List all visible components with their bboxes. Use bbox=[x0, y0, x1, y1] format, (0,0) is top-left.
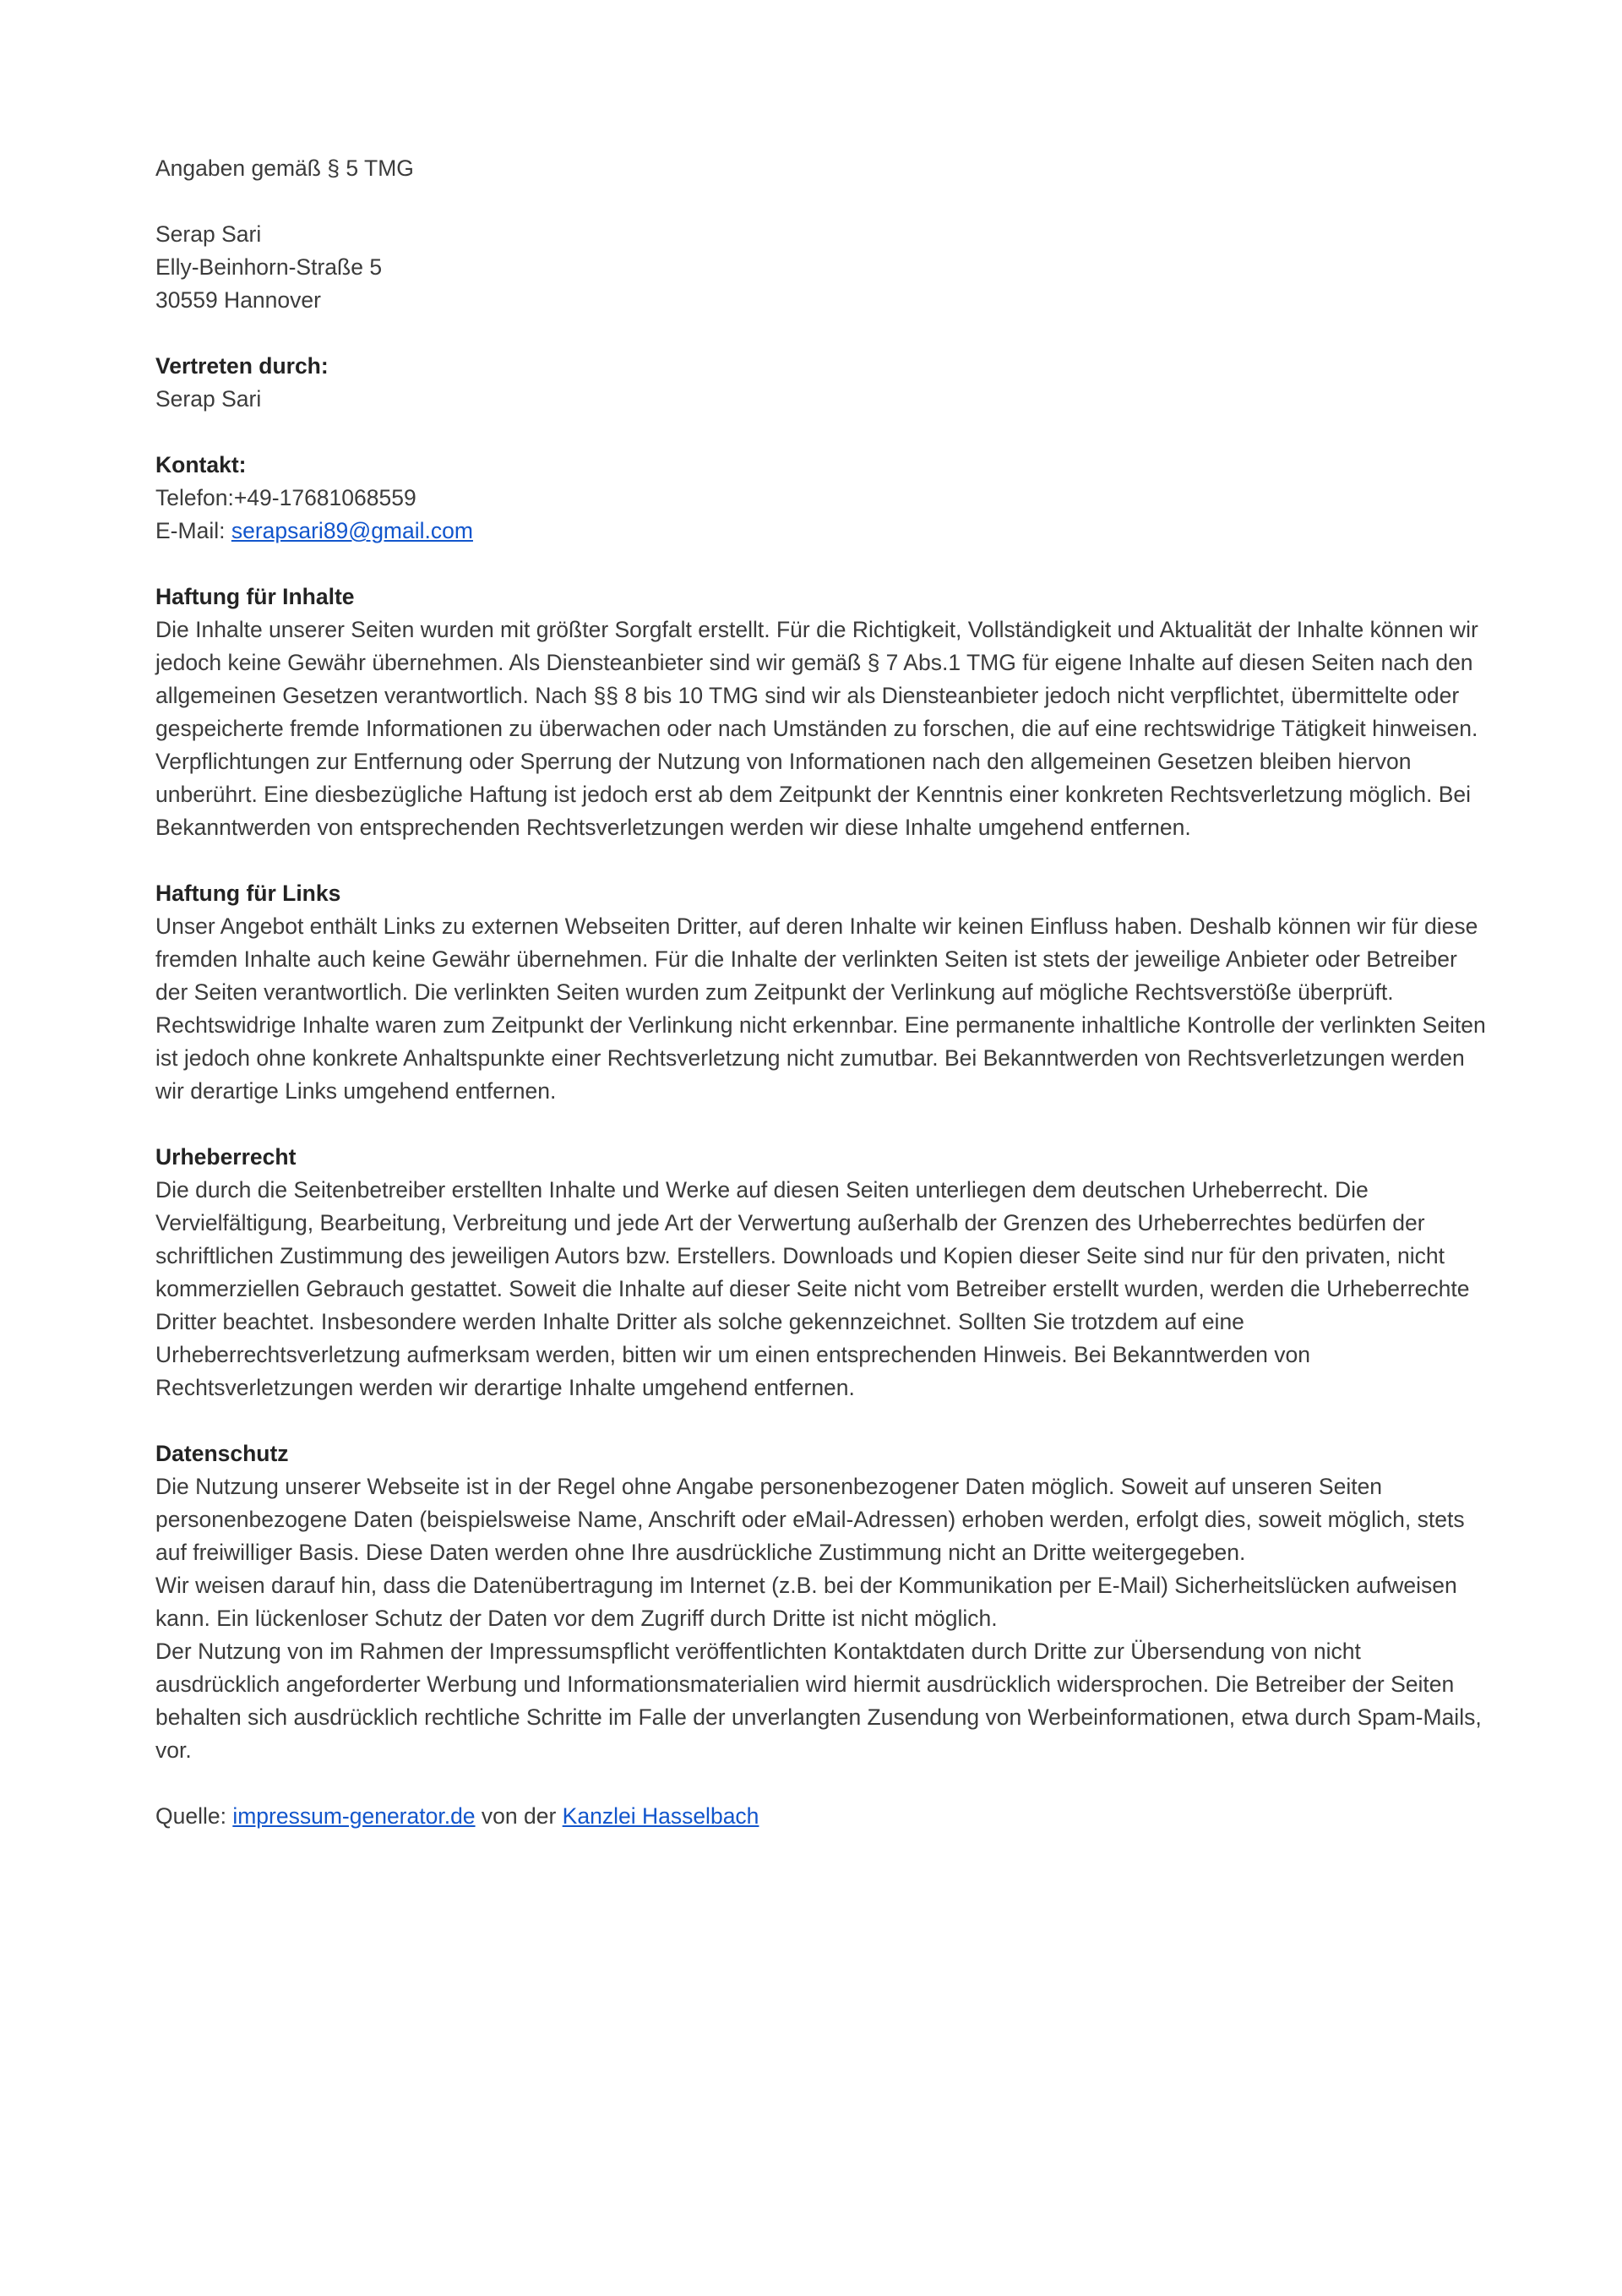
privacy-paragraph-2: Wir weisen darauf hin, dass die Datenübertragung im Internet (z.B. bei der Kommunikation per E-Mail) Sicherheitslücken aufweisen kann. Ein lückenloser Schutz der Daten vor dem Zugriff durch Dritte ist nicht möglich. bbox=[155, 1573, 1457, 1631]
owner-name: Serap Sari bbox=[155, 221, 262, 247]
represented-by-name: Serap Sari bbox=[155, 386, 262, 412]
imprint-title: Angaben gemäß § 5 TMG bbox=[155, 155, 414, 181]
spacer bbox=[155, 1767, 1486, 1800]
impressum-generator-link[interactable]: impressum-generator.de bbox=[232, 1803, 476, 1829]
email-label: E-Mail: bbox=[155, 518, 231, 543]
street-address: Elly-Beinhorn-Straße 5 bbox=[155, 254, 383, 280]
spacer bbox=[155, 317, 1486, 350]
contact-email-line bbox=[155, 515, 1486, 548]
email-link[interactable]: serapsari89@gmail.com bbox=[231, 518, 473, 543]
copyright-text: Die durch die Seitenbetreiber erstellten Inhalte und Werke auf diesen Seiten unterliegen dem deutschen Urheberrecht. Die Vervielfältigung, Bearbeitung, Verbreitung und jede Art der Verwertung außerhalb der Grenzen des Urheberrechtes bedürfen der schriftlichen Zustimmung des jeweiligen Autors bzw. Erstellers. Downloads und Kopien dieser Seite sind nur für den privaten, nicht kommerziellen Gebrauch gestattet. Soweit die Inhalte auf dieser Seite nicht vom Betreiber erstellt wurden, werden die Urheberrechte Dritter beachtet. Insbesondere werden Inhalte Dritter als solche gekennzeichnet. Sollten Sie trotzdem auf eine Urheberrechtsverletzung aufmerksam werden, bitten wir um einen entsprechenden Hinweis. Bei Bekanntwerden von Rechtsverletzungen werden wir derartige Inhalte umgehend entfernen. bbox=[155, 1177, 1470, 1400]
contact-phone: Telefon:+49-17681068559 bbox=[155, 485, 416, 510]
privacy-paragraph-3: Der Nutzung von im Rahmen der Impressumspflicht veröffentlichten Kontaktdaten durch Dritte zur Übersendung von nicht ausdrücklich angeforderter Werbung und Informationsmaterialien wird hiermit ausdrücklich widersprochen. Die Betreiber der Seiten behalten sich ausdrücklich rechtliche Schritte im Falle der unverlangten Zusendung von Werbeinformationen, etwa durch Spam-Mails, vor. bbox=[155, 1639, 1482, 1763]
liability-links-heading: Haftung für Links bbox=[155, 881, 341, 906]
source-middle-text: von der bbox=[475, 1803, 563, 1829]
source-label: Quelle: bbox=[155, 1803, 233, 1829]
spacer bbox=[155, 1404, 1486, 1437]
spacer bbox=[155, 844, 1486, 877]
liability-content-text: Die Inhalte unserer Seiten wurden mit größter Sorgfalt erstellt. Für die Richtigkeit, Vollständigkeit und Aktualität der Inhalte können wir jedoch keine Gewähr übernehmen. Als Diensteanbieter sind wir gemäß § 7 Abs.1 TMG für eigene Inhalte auf diesen Seiten nach den allgemeinen Gesetzen verantwortlich. Nach §§ 8 bis 10 TMG sind wir als Diensteanbieter jedoch nicht verpflichtet, übermittelte oder gespeicherte fremde Informationen zu überwachen oder nach Umständen zu forschen, die auf eine rechtswidrige Tätigkeit hinweisen. Verpflichtungen zur Entfernung oder Sperrung der Nutzung von Informationen nach den allgemeinen Gesetzen bleiben hiervon unberührt. Eine diesbezügliche Haftung ist jedoch erst ab dem Zeitpunkt der Kenntnis einer konkreten Rechtsverletzung möglich. Bei Bekanntwerden von entsprechenden Rechtsverletzungen werden wir diese Inhalte umgehend entfernen. bbox=[155, 617, 1478, 840]
liability-content-heading: Haftung für Inhalte bbox=[155, 584, 355, 609]
spacer bbox=[155, 1108, 1486, 1141]
contact-heading: Kontakt: bbox=[155, 452, 247, 477]
liability-links-text: Unser Angebot enthält Links zu externen Webseiten Dritter, auf deren Inhalte wir keinen Einfluss haben. Deshalb können wir für diese fremden Inhalte auch keine Gewähr übernehmen. Für die Inhalte der verlinkten Seiten ist stets der jeweilige Anbieter oder Betreiber der Seiten verantwortlich. Die verlinkten Seiten wurden zum Zeitpunkt der Verlinkung auf mögliche Rechtsverstöße überprüft. Rechtswidrige Inhalte waren zum Zeitpunkt der Verlinkung nicht erkennbar. Eine permanente inhaltliche Kontrolle der verlinkten Seiten ist jedoch ohne konkrete Anhaltspunkte einer Rechtsverletzung nicht zumutbar. Bei Bekanntwerden von Rechtsverletzungen werden wir derartige Links umgehend entfernen. bbox=[155, 913, 1486, 1104]
privacy-paragraph-1: Die Nutzung unserer Webseite ist in der Regel ohne Angabe personenbezogener Daten möglich. Soweit auf unseren Seiten personenbezogene Daten (beispielsweise Name, Anschrift oder eMail-Adressen) erhoben werden, erfolgt dies, soweit möglich, stets auf freiwilliger Basis. Diese Daten werden ohne Ihre ausdrückliche Zustimmung nicht an Dritte weitergegeben. bbox=[155, 1474, 1465, 1565]
city-address: 30559 Hannover bbox=[155, 287, 321, 313]
source-line bbox=[155, 1800, 1486, 1833]
spacer bbox=[155, 185, 1486, 218]
spacer bbox=[155, 548, 1486, 581]
privacy-heading: Datenschutz bbox=[155, 1441, 289, 1466]
spacer bbox=[155, 416, 1486, 449]
imprint-document bbox=[155, 152, 1486, 1833]
kanzlei-hasselbach-link[interactable]: Kanzlei Hasselbach bbox=[562, 1803, 759, 1829]
represented-by-heading: Vertreten durch: bbox=[155, 353, 329, 379]
copyright-heading: Urheberrecht bbox=[155, 1144, 297, 1170]
